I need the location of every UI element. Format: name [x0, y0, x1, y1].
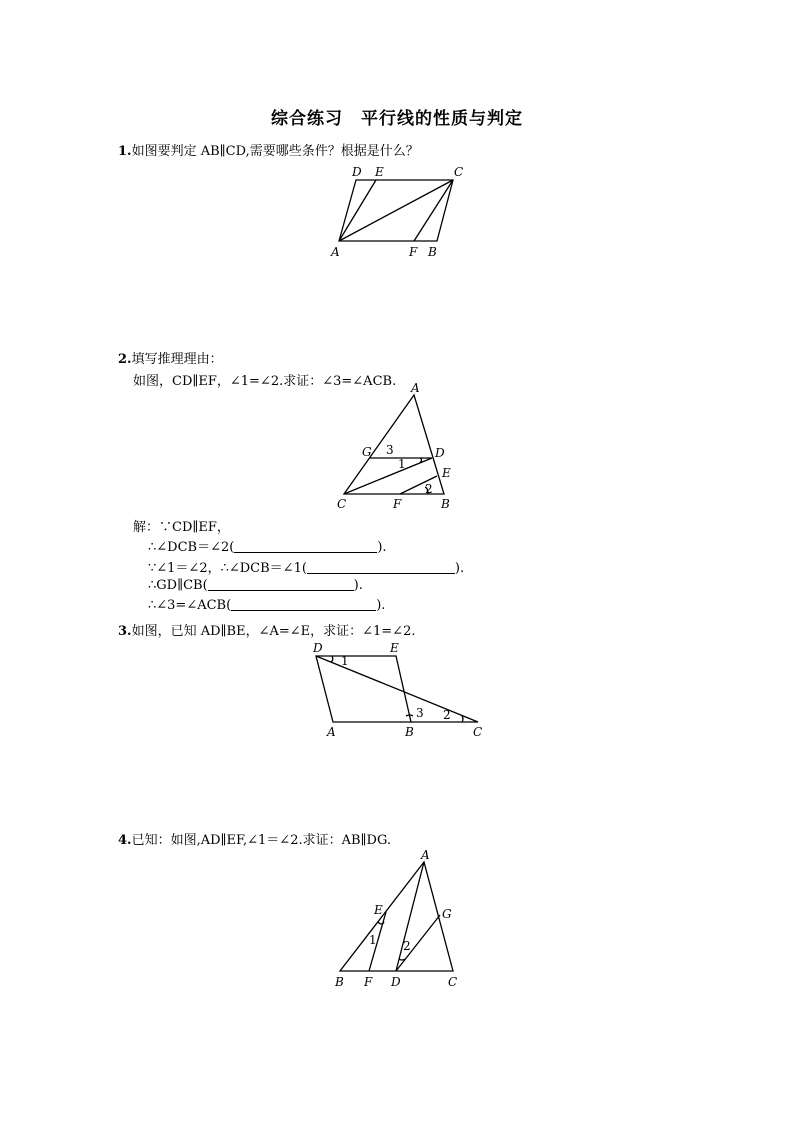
fig4-angle-label-1: 1: [369, 933, 377, 947]
question-4-number: 4.: [118, 833, 132, 848]
question-4-text: 已知：如图,AD∥EF,∠1＝∠2.求证：AB∥DG.: [131, 833, 392, 848]
question-1-text: 如图要判定 AB∥CD,需要哪些条件？根据是什么？: [131, 144, 419, 159]
fig4-label-g: G: [442, 907, 452, 921]
fig2-label-g: G: [362, 445, 372, 459]
proof-step-5-close: ).: [376, 598, 386, 613]
fig4-label-e: E: [374, 903, 383, 917]
question-3-number: 3.: [118, 624, 132, 639]
fig4-label-a: A: [421, 848, 430, 862]
proof-step-3-close: ).: [454, 561, 465, 576]
fig2-label-e: E: [442, 466, 451, 480]
fig3-label-b: B: [405, 725, 414, 739]
fig1-label-d: D: [352, 165, 362, 179]
fig4-segment-ad: [396, 862, 424, 971]
fig2-label-f: F: [393, 497, 402, 511]
fig4-label-f: F: [364, 975, 373, 989]
proof-step-1-text: 解：∵CD∥EF，: [133, 520, 230, 535]
page-title: 综合练习 平行线的性质与判定: [271, 109, 523, 129]
proof-step-2-text: ∴∠DCB＝∠2(: [148, 540, 235, 555]
fig3-label-c: C: [473, 725, 483, 739]
proof-step-3-text: ∵∠1＝∠2，∴∠DCB＝∠1(: [148, 561, 307, 576]
fig3-label-d: D: [313, 641, 323, 655]
fig4-angle-mark-2: [399, 959, 405, 960]
fig1-label-c: C: [454, 165, 464, 179]
fig3-angle-label-3: 3: [416, 706, 424, 720]
fig1-label-a: A: [331, 245, 340, 259]
proof-step-4-text: ∴GD∥CB(: [148, 578, 208, 593]
fig1-label-b: B: [428, 245, 437, 259]
fig2-angle-label-1: 1: [398, 457, 406, 471]
fig4-label-d: D: [391, 975, 401, 989]
fig1-label-e: E: [375, 165, 384, 179]
fig3-label-a: A: [327, 725, 336, 739]
fig1-label-f: F: [409, 245, 418, 259]
fig4-triangle-abc: [340, 862, 453, 971]
proof-step-5-text: ∴∠3=∠ACB(: [148, 598, 232, 613]
proof-step-4-close: ).: [353, 578, 363, 593]
proof-step-2-close: ).: [377, 540, 387, 555]
fig2-label-c: C: [337, 497, 347, 511]
fig2-angle-label-3: 3: [386, 443, 394, 457]
fig2-angle-label-2: 2: [425, 482, 433, 496]
fig4-label-b: B: [335, 975, 344, 989]
fig3-label-e: E: [390, 641, 399, 655]
fig2-label-d: D: [435, 446, 445, 460]
question-1-number: 1.: [118, 144, 132, 159]
fig2-label-b: B: [441, 497, 450, 511]
fig4-label-c: C: [448, 975, 458, 989]
question-2-number: 2.: [118, 352, 132, 367]
fig4-angle-label-2: 2: [403, 939, 411, 953]
question-3-text: 如图，已知 AD∥BE，∠A=∠E，求证：∠1=∠2.: [131, 624, 416, 639]
fig3-angle-label-2: 2: [443, 708, 451, 722]
question-2-text: 填写推理理由：: [131, 352, 223, 367]
fig4-angle-mark-1: [378, 922, 384, 924]
fig2-label-a: A: [411, 381, 420, 395]
question-2-given: 如图，CD∥EF，∠1=∠2.求证：∠3=∠ACB.: [133, 374, 397, 389]
fig3-angle-label-1: 1: [341, 654, 349, 668]
